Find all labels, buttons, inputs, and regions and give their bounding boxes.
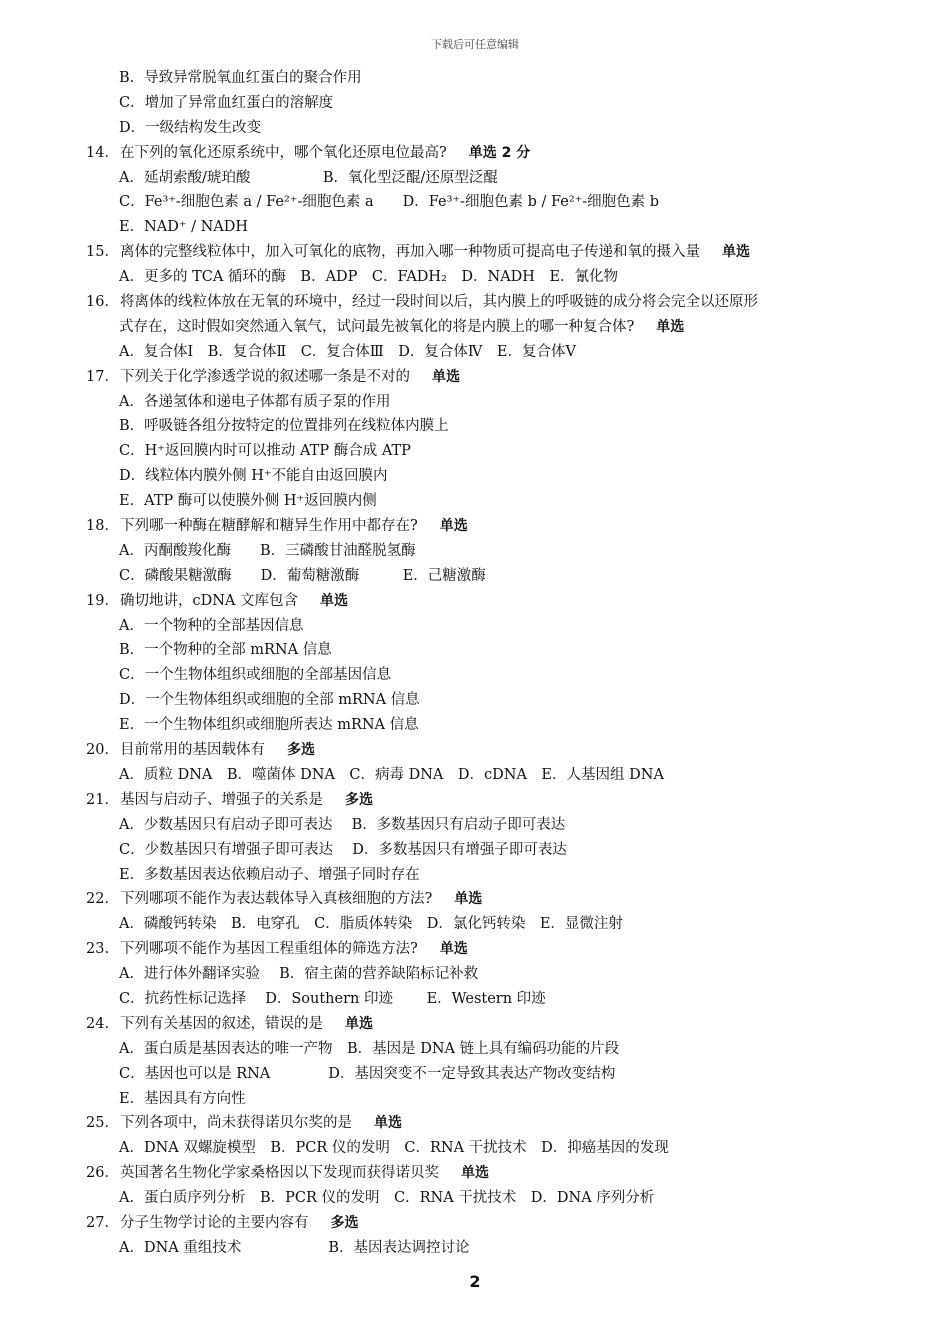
question-number: 19．	[86, 592, 119, 609]
question-number: 17．	[86, 368, 119, 385]
question-text: 确切地讲，cDNA 文库包含	[120, 592, 299, 609]
question-type-tag: 多选	[287, 742, 315, 759]
option-text: B．导致异常脱氧血红蛋白的聚合作用	[119, 70, 362, 86]
option-line	[86, 190, 876, 215]
question-line	[86, 141, 876, 166]
option-text: A．DNA 重组技术 B．基因表达调控讨论	[119, 1239, 470, 1256]
question-text: 离体的完整线粒体中，加入可氧化的底物，再加入哪一种物质可提高电子传递和氧的摄入量	[120, 244, 700, 261]
question-text: 基因与启动子、增强子的关系是	[120, 791, 323, 808]
option-text: A．DNA 双螺旋模型 B．PCR 仪的发明 C．RNA 干扰技术 D．抑癌基因的发现	[119, 1140, 669, 1157]
option-text: C．少数基因只有增强子即可表达 D．多数基因只有增强子即可表达	[119, 841, 567, 858]
option-line	[86, 1062, 876, 1087]
question-text: 下列哪一种酶在糖酵解和糖异生作用中都存在?	[120, 518, 418, 535]
option-line	[86, 91, 876, 116]
question-type-tag: 多选	[345, 791, 373, 808]
option-line	[86, 838, 876, 863]
option-text: A．蛋白质是基因表达的唯一产物 B．基因是 DNA 链上具有编码功能的片段	[119, 1040, 620, 1057]
question-text: 下列有关基因的叙述，错误的是	[120, 1015, 323, 1032]
option-line	[86, 638, 876, 663]
option-line	[86, 962, 876, 987]
question-type-tag: 多选	[330, 1214, 359, 1231]
question-line	[86, 1161, 876, 1186]
option-text: C．一个生物体组织或细胞的全部基因信息	[119, 667, 392, 684]
question-line	[86, 1211, 876, 1236]
option-line	[86, 489, 876, 514]
option-line	[86, 663, 876, 688]
question-line	[86, 937, 876, 962]
option-line	[86, 1136, 876, 1161]
option-text: B．呼吸链各组分按特定的位置排列在线粒体内膜上	[119, 418, 449, 435]
option-line	[86, 414, 876, 439]
question-type-tag: 单选	[432, 368, 460, 385]
option-text: A．少数基因只有启动子即可表达 B．多数基因只有启动子即可表达	[119, 816, 566, 833]
option-text: C．Fe³⁺-细胞色素 a / Fe²⁺-细胞色素 a D．Fe³⁺-细胞色素 b / Fe²⁺-细胞色素 b	[119, 194, 660, 211]
question-text: 分子生物学讨论的主要内容有	[120, 1214, 309, 1231]
option-line	[86, 614, 876, 639]
option-text: A．复合体Ⅰ B．复合体Ⅱ C．复合体Ⅲ D．复合体Ⅳ E．复合体Ⅴ	[119, 343, 576, 360]
option-text: D．一级结构发生改变	[119, 119, 262, 136]
question-line	[86, 738, 876, 763]
option-line	[86, 912, 876, 937]
question-number: 25．	[86, 1115, 119, 1132]
question-text: 下列哪项不能作为表达载体导入真核细胞的方法?	[120, 891, 433, 908]
option-line	[86, 116, 876, 141]
option-text: D．线粒体内膜外侧 H⁺不能自由返回膜内	[119, 468, 388, 485]
option-text: C．H⁺返回膜内时可以推动 ATP 酶合成 ATP	[119, 443, 411, 460]
question-type-tag: 单选	[320, 592, 349, 609]
question-number: 15．	[86, 244, 119, 261]
option-text: A．进行体外翻译实验 B．宿主菌的营养缺陷标记补救	[119, 966, 479, 983]
option-text: A．延胡索酸/琥珀酸 B．氧化型泛醌/还原型泛醌	[119, 169, 498, 186]
option-line	[86, 987, 876, 1012]
option-line	[86, 688, 876, 713]
option-line	[86, 539, 876, 564]
question-text: 下列关于化学渗透学说的叙述哪一条是不对的	[120, 368, 410, 385]
option-line	[86, 1087, 876, 1112]
option-line	[86, 763, 876, 788]
question-text: 下列各项中，尚未获得诺贝尔奖的是	[120, 1115, 352, 1132]
question-number: 22．	[86, 891, 119, 908]
option-text: E．基因具有方向性	[119, 1090, 246, 1107]
question-line	[86, 365, 876, 390]
option-line	[86, 564, 876, 589]
question-type-tag: 单选	[454, 891, 483, 908]
option-line	[86, 713, 876, 738]
question-text: 将离体的线粒体放在无氧的环境中，经过一段时间以后，其内膜上的呼吸链的成分将会完全以还原形	[120, 294, 758, 311]
question-line	[86, 788, 876, 813]
question-line	[86, 1012, 876, 1037]
question-number: 21．	[86, 791, 119, 808]
option-text: C．磷酸果糖激酶 D．葡萄糖激酶 E．己糖激酶	[119, 567, 486, 584]
question-line	[86, 887, 876, 912]
option-line	[86, 1037, 876, 1062]
page-header: 下载后可任意编辑	[431, 38, 519, 51]
question-type-tag: 单选	[656, 318, 685, 335]
question-number: 26．	[86, 1165, 119, 1182]
option-text: A．丙酮酸羧化酶 B．三磷酸甘油醛脱氢酶	[119, 542, 416, 559]
option-text: B．一个物种的全部 mRNA 信息	[119, 642, 332, 659]
question-line	[86, 514, 876, 539]
option-line	[86, 66, 876, 91]
option-line	[86, 1236, 876, 1261]
option-text: C．增加了异常血红蛋白的溶解度	[119, 94, 334, 111]
option-line	[86, 390, 876, 415]
question-line	[86, 589, 876, 614]
option-line	[86, 464, 876, 489]
option-text: A．质粒 DNA B．噬菌体 DNA C．病毒 DNA D．cDNA E．人基因组 DNA	[119, 766, 664, 783]
question-number: 20．	[86, 742, 119, 759]
option-line	[86, 439, 876, 464]
question-line	[86, 290, 876, 315]
option-text: A．更多的 TCA 循环的酶 B．ADP C．FADH₂ D．NADH E．氰化物	[119, 269, 619, 286]
option-line	[86, 166, 876, 191]
option-text: A．一个物种的全部基因信息	[119, 617, 304, 634]
question-number: 24.	[86, 1015, 110, 1032]
question-text: 式存在，这时假如突然通入氧气，试问最先被氧化的将是内膜上的哪一种复合体?	[119, 318, 635, 335]
option-text: A．磷酸钙转染 B．电穿孔 C．脂质体转染 D．氯化钙转染 E．显微注射	[119, 916, 623, 933]
option-text: A．蛋白质序列分析 B．PCR 仪的发明 C．RNA 干扰技术 D．DNA 序列分析	[119, 1190, 655, 1207]
question-text: 英国著名生物化学家桑格因以下发现而获得诺贝奖	[120, 1165, 439, 1182]
option-text: E．ATP 酶可以使膜外侧 H⁺返回膜内侧	[119, 493, 377, 510]
option-text: A．各递氢体和递电子体都有质子泵的作用	[119, 393, 391, 410]
option-line	[86, 340, 876, 365]
question-line	[86, 240, 876, 265]
option-text: C．抗药性标记选择 D．Southern 印迹 E．Western 印迹	[119, 990, 546, 1007]
question-number: 14．	[86, 144, 119, 161]
option-line	[86, 863, 876, 888]
question-number: 16．	[86, 294, 119, 311]
question-type-tag: 单选	[374, 1115, 402, 1132]
question-type-tag: 单选	[461, 1165, 489, 1182]
question-number: 23.	[86, 941, 110, 958]
question-text: 目前常用的基因载体有	[120, 742, 265, 759]
question-type-tag: 单选	[345, 1015, 373, 1032]
question-number: 18．	[86, 518, 119, 535]
option-line	[86, 215, 876, 240]
question-number: 27．	[86, 1214, 119, 1231]
question-type-tag: 单选	[439, 518, 468, 535]
question-line	[86, 1111, 876, 1136]
question-type-tag: 单选	[439, 941, 468, 958]
question-text: 下列哪项不能作为基因工程重组体的筛选方法?	[120, 941, 418, 958]
option-line	[86, 1186, 876, 1211]
option-line	[86, 813, 876, 838]
option-text: E．多数基因表达依赖启动子、增强子同时存在	[119, 866, 420, 883]
page-number: 2	[469, 1272, 481, 1291]
question-type-tag: 单选	[722, 244, 750, 261]
question-line-continued	[86, 315, 876, 340]
question-text: 在下列的氧化还原系统中，哪个氧化还原电位最高?	[120, 144, 447, 161]
option-text: C．基因也可以是 RNA D．基因突变不一定导致其表达产物改变结构	[119, 1065, 616, 1082]
option-line	[86, 265, 876, 290]
option-text: D．一个生物体组织或细胞的全部 mRNA 信息	[119, 692, 420, 709]
question-type-tag: 单选 2 分	[468, 144, 531, 161]
question-list	[86, 66, 876, 1261]
option-text: E．一个生物体组织或细胞所表达 mRNA 信息	[119, 717, 419, 734]
option-text: E．NAD⁺ / NADH	[119, 219, 249, 236]
